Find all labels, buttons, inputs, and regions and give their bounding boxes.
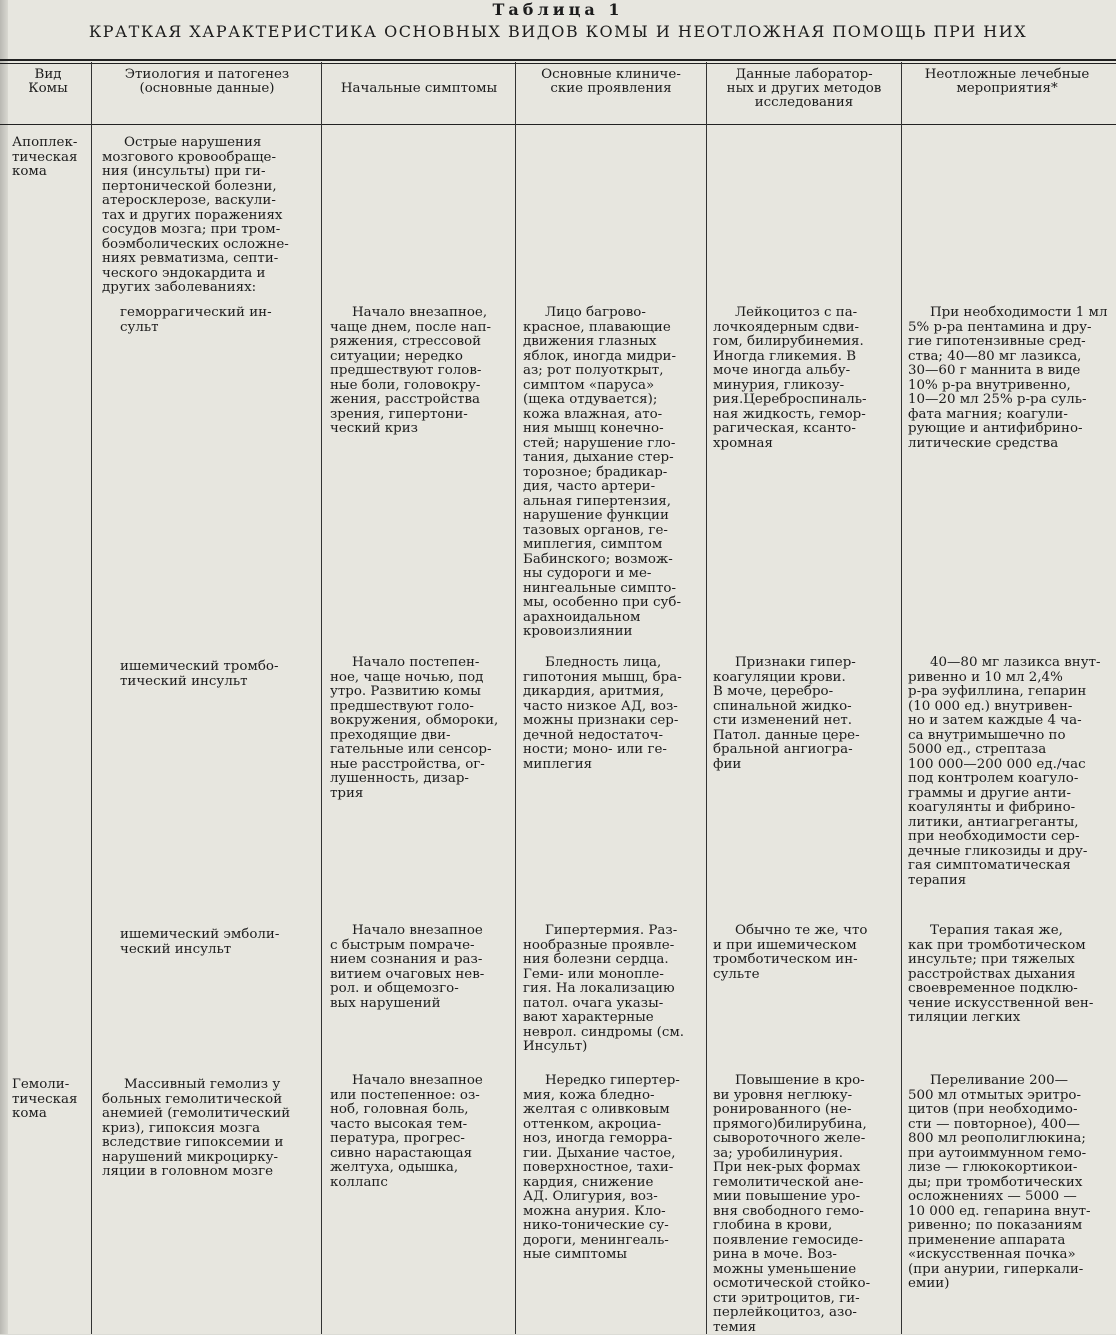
- header-initial: Начальные симптомы: [340, 81, 498, 96]
- etiology-cell: геморрагический ин- сульт: [120, 305, 272, 335]
- table-number: Таблица 1: [492, 0, 624, 19]
- table-top-rule-thin: [0, 63, 1116, 64]
- treatment-cell: Терапия такая же, как при тромботическом инсульте; при тяжелых расстройствах дыхания своевременное подклю- чение искусственной вен- тиляции легких: [908, 923, 1094, 1025]
- initial-symptoms-cell: Начало внезапное с быстрым помраче- нием сознания и раз- витием очаговых нев- рол. и общемозго- вых нарушений: [330, 923, 485, 1011]
- etiology-cell: ишемический эмболи- ческий инсульт: [120, 927, 280, 957]
- coma-type-cell: Гемоли- тическая кома: [12, 1077, 78, 1121]
- initial-symptoms-cell: Начало постепен- ное, чаще ночью, под утро. Развитию комы предшествуют голо- вокружения, обмороки, преходящие дви- гательные или сенсор- ные расстройства, ог- лушенность, дизар- трия: [330, 655, 499, 801]
- header-clinical: Основные клиниче- ские проявления: [541, 67, 681, 96]
- etiology-cell: Массивный гемолиз у больных гемолитической анемией (гемолитический криз), гипоксия мозга вследствие гипоксемии и нарушений микроцирку- ляции в головном мозге: [102, 1077, 291, 1179]
- treatment-cell: Переливание 200— 500 мл отмытых эритро- цитов (при необходимо- сти — повторное), 400— 800 мл реополиглюкина; при аутоиммунном гемо- лизе — глюкокортикои- ды; при тромботических осложнениях — 5000 — 10 000 ед. гепарина внут- ривенно; по показаниям применение аппарата «искусственная почка» (при анурии, гиперкали- емии): [908, 1073, 1091, 1291]
- column-divider: [901, 62, 902, 1334]
- lab-cell: Лейкоцитоз с па- лочкоядерным сдви- гом, билирубинемия. Иногда гликемия. В моче иногда альбу- минурия, гликозу- рия.Цереброспиналь- ная жидкость, гемор- рагическая, ксанто- хромная: [713, 305, 867, 451]
- initial-symptoms-cell: Начало внезапное или постепенное: оз- ноб, головная боль, часто высокая тем- пература, прогрес- сивно нарастающая желтуха, одышка, коллапс: [330, 1073, 483, 1190]
- lab-cell: Признаки гипер- коагуляции крови. В моче, церебро- спинальной жидко- сти изменений нет. Патол. данные цере- бральной ангиогра- фии: [713, 655, 860, 772]
- table-top-rule: [0, 59, 1116, 61]
- column-divider: [91, 62, 92, 1334]
- page-edge: [0, 0, 8, 1334]
- etiology-cell: ишемический тромбо- тический инсульт: [120, 659, 279, 689]
- initial-symptoms-cell: Начало внезапное, чаще днем, после нап- ряжения, стрессовой ситуации; нередко предшествуют голов- ные боли, головокру- жения, расстройства зрения, гипертони- ческий криз: [330, 305, 492, 436]
- header-etiology: Этиология и патогенез (основные данные): [124, 67, 290, 96]
- clinical-cell: Нередко гипертер- мия, кожа бледно- желтая с оливковым оттенком, акроциа- ноз, иногда геморра- гии. Дыхание частое, поверхностное, тахи- кардия, снижение АД. Олигурия, воз- можна анурия. Кло- нико-тонические су- дороги, менингеаль- ные симптомы: [523, 1073, 680, 1262]
- header-type: Вид Комы: [28, 67, 68, 96]
- header-lab: Данные лаборатор- ных и других методов исследования: [726, 67, 882, 110]
- column-divider: [515, 62, 516, 1334]
- clinical-cell: Гипертермия. Раз- нообразные проявле- ния болезни сердца. Геми- или моноплe- гия. На локализацию патол. очага указы- вают характерные неврол. синдромы (см. Инсульт): [523, 923, 684, 1054]
- lab-cell: Повышение в кро- ви уровня неглюку- ронированного (не- прямого)билирубина, сывороточного желе- за; уробилинурия. При нек-рых формах гемолитической ане- мии повышение уро- вня свободного гемо- глобина в крови, появление гемосиде- рина в моче. Воз- можны уменьшение осмотической стойко- сти эритроцитов, ги- перлейкоцитоз, азо- темия: [713, 1073, 871, 1335]
- clinical-cell: Лицо багрово- красное, плавающие движения глазных яблок, иногда мидри- аз; рот полуоткрыт, симптом «паруса» (щека отдувается); кожа влажная, ато- ния мышц конечно- стей; нарушение гло- тания, дыхание стер- торозное; брадикар- дия, часто артери- альная гипертензия, нарушение функции тазовых органов, ге- миплегия, симптом Бабинского; возмож- ны судороги и ме- нингеальные симпто- мы, особенно при суб- арахноидальном кровоизлиянии: [523, 305, 682, 639]
- clinical-cell: Бледность лица, гипотония мышц, бра- дикардия, аритмия, часто низкое АД, воз- можны признаки сер- дечной недостаточ- ности; моно- или ге- миплегия: [523, 655, 682, 772]
- etiology-cell: Острые нарушения мозгового кровообраще- ния (инсульты) при ги- пертонической болезни, атеросклерозе, васкули- тах и других поражениях сосудов мозга; при тром- боэмболических осложне- ниях ревматизма, септи- ческого эндокардита и других заболеваниях:: [102, 135, 289, 295]
- treatment-cell: При необходимости 1 мл 5% р-ра пентамина и дру- гие гипотензивные сред- ства; 40—80 мг лазикса, 30—60 г маннита в виде 10% р-ра внутривенно, 10—20 мл 25% р-ра суль- фата магния; коагули- рующие и антифибрино- литические средства: [908, 305, 1108, 451]
- lab-cell: Обычно те же, что и при ишемическом тромботическом ин- сульте: [713, 923, 868, 982]
- header-bottom-rule: [0, 124, 1116, 125]
- coma-type-cell: Апоплек- тическая кома: [12, 135, 78, 179]
- table-title: КРАТКАЯ ХАРАКТЕРИСТИКА ОСНОВНЫХ ВИДОВ КОМЫ И НЕОТЛОЖНАЯ ПОМОЩЬ ПРИ НИХ: [88, 22, 1028, 41]
- header-treatment: Неотложные лечебные мероприятия*: [924, 67, 1090, 96]
- column-divider: [321, 62, 322, 1334]
- column-divider: [706, 62, 707, 1334]
- treatment-cell: 40—80 мг лазикса внут- ривенно и 10 мл 2,4% р-ра эуфиллина, гепарин (10 000 ед.) внутривен- но и затем каждые 4 ча- са внутримышечно по 5000 ед., стрептаза 100 000—200 000 ед./час под контролем коагуло- граммы и другие анти- коагулянты и фибрино- литики, антиагреганты, при необходимости сер- дечные гликозиды и дру- гая симптоматическая терапия: [908, 655, 1101, 888]
